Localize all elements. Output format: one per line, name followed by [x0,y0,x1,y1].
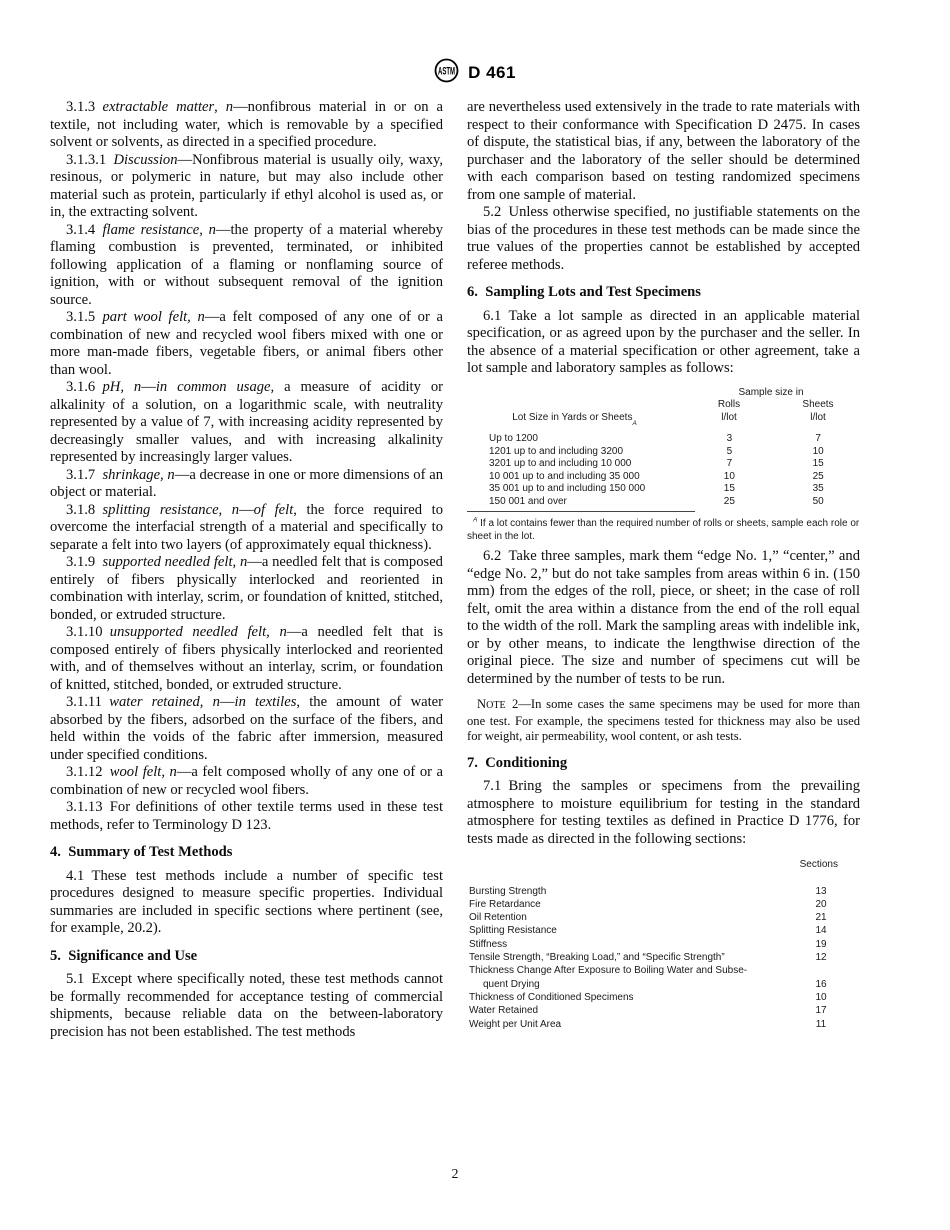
paragraph-3-1-12: 3.1.12 wool felt, n—a felt composed wholly of any one of or a combination of new or recycled wool fibers. [50,764,443,798]
paragraph-3-1-3-1: 3.1.3.1 Discussion—Nonfibrous material is usually oily, waxy, resinous, or polymeric in nature, but may also include other material such as protein, particularly if ethyl alcohol is used as, or in, the extracting solvent. [50,151,443,220]
page-number: 2 [451,1167,459,1182]
col-header-rolls-line2: l/lot [721,411,737,423]
table-row: Thickness of Conditioned Specimens 10 [469,991,827,1003]
two-column-body [50,99,860,1041]
col-header-rolls [682,399,776,424]
paragraph-3-1-4: 3.1.4 flame resistance, n—the property of a material whereby flaming combustion is prevented, terminated, or inhibited following application of a flaming or nonflaming source of ignition, with or without subsequent removal of the ignition source. [50,221,443,308]
page-footer [0,1167,910,1183]
col-header-sheets [776,399,860,424]
paragraph-3-1-3: 3.1.3 extractable matter, n—nonfibrous material in or on a textile, not including water, which is removable by a specified solvent or solvents, as directed in a specified procedure. [50,99,443,150]
table-row: 150 001 and over 25 50 [489,495,824,507]
table-row: Fire Retardance 20 [469,898,827,910]
paragraph-3-1-7: 3.1.7 shrinkage, n—a decrease in one or more dimensions of an object or material. [50,466,443,500]
table-row: Stiffness 19 [469,938,827,950]
paragraph-3-1-10: 3.1.10 unsupported needled felt, n—a needled felt that is composed entirely of fibers physically interlocked and reoriented with, and of themselves without an interlay, scrim, or foundation of knitted, stitched, bonded, or extruded structure. [50,624,443,693]
paragraph-3-1-8: 3.1.8 splitting resistance, n—of felt, the force required to overcome the interfacial strength of a material and specifically to separate a felt into two layers (of approximately equal thickness). [50,501,443,553]
col-header-sections: Sections [799,859,838,871]
doc-number: D 461 [468,63,516,82]
paragraph-5-1: 5.1 Except where specifically noted, these test methods cannot be formally recommended for acceptance testing of commercial shipments, because reliable data on the between-laboratory precision has not been established. The test methods [50,971,443,1040]
table-row: Up to 1200 3 7 [489,433,821,444]
note-2: NOTE 2—In some cases the same specimens may be used for more than one test. For example, the specimens tested for thickness may also be used for weight, air permeability, wool content, or ash tests. [467,697,860,744]
paragraph-4-1: 4.1 These test methods include a number of specific test procedures designed to measure specific properties. Individual summaries are included in specific sections where pertinent (see, for example, 20.2). [50,867,443,936]
paragraph-3-1-6: 3.1.6 pH, n—in common usage, a measure of acidity or alkalinity of a solution, on a logarithmic scale, with neutrality represented by a value of 7, with increasing acidity represented by decreasingly smaller values, and with increasing alkalinity represented by increasingly larger values. [50,379,443,465]
table-bottom-rule [467,511,695,512]
paragraph-6-2: 6.2 Take three samples, mark them “edge No. 1,” “center,” and “edge No. 2,” but do not take samples from areas within 6 in. (150 mm) from the edges of the roll, piece, or sheet; in the case of roll felt, omit the area within a distance from the end of the roll equal to the width of the roll. Mark the sampling areas with indelible ink, or by other means, to indicate the lengthwise direction of the original piece. The size and number of specimens cut will be determined by the number of tests to be run. [467,548,860,687]
table-row: Splitting Resistance 14 [469,925,827,937]
table-row: 3201 up to and including 10 000 7 15 [489,458,824,469]
paragraph-5-2: 5.2 Unless otherwise specified, no justifiable statements on the bias of the procedures in these test methods can be made since the true values of the properties cannot be established by accepted referee methods. [467,204,860,273]
astm-logo-icon [434,58,459,88]
right-column [467,99,860,1031]
table-footnote: $^A$ If a lot contains fewer than the required number of rolls or sheets, sample each role or sheet in the lot. [467,516,860,542]
table-row: Oil Retention 21 [469,912,827,924]
left-column [50,99,443,1041]
paragraph-3-1-11: 3.1.11 water retained, n—in textiles, the amount of water absorbed by the fibers, adsorbed on the surface of the fibers, and held within the voids of the fabric after immersion, measured under specified conditions. [50,694,443,763]
col-header-sheets-line2: l/lot [810,411,826,423]
paragraph-3-1-9: 3.1.9 supported needled felt, n—a needled felt that is composed entirely of fibers physically interlocked and reoriented in combination with interlay, scrim, or foundation of knitted, stitched, bonded, or extruded structure. [50,554,443,623]
table-row: Water Retained 17 [469,1005,827,1017]
col-header-rolls-line1: Rolls [717,399,741,410]
conditioning-sections-table [469,858,841,1031]
table-row: 35 001 up to and including 150 000 15 35 [489,483,824,494]
section-heading-4: 4. Summary of Test Methods [50,844,233,860]
section-heading-7: 7. Conditioning [467,754,568,771]
table-row: 10 001 up to and including 35 000 10 25 [489,470,824,482]
table-row-continuation: quent Drying 16 [483,978,827,990]
span-header-sample-size: Sample size in [738,386,804,398]
paragraph-3-1-13: 3.1.13 For definitions of other textile terms used in these test methods, refer to Terminology D 123. [50,799,443,833]
paragraph-5-1-continued: are nevertheless used extensively in the trade to rate materials with respect to their conformance with Specification D 2475. In cases of dispute, the statistical bias, if any, between the laboratory of the purchaser and the laboratory of the seller should be determined with each comparison based on testing randomized specimens from one sample of material. [467,99,860,203]
section-heading-5: 5. Significance and Use [50,947,198,964]
table-header [467,387,860,425]
sample-size-table [467,387,860,513]
table-row: Bursting Strength 13 [469,885,827,897]
paragraph-7-1: 7.1 Bring the samples or specimens from the prevailing atmosphere to moisture equilibrium for testing in the standard atmosphere for testing textiles as defined in Practice D 1776, for tests made as directed in the following sections: [467,778,860,847]
section-heading-6: 6. Sampling Lots and Test Specimens [467,284,701,300]
document-header [0,58,950,88]
col-header-lot-size: Lot Size in Yards or Sheets A [512,411,637,427]
table-row: 1201 up to and including 3200 5 10 [489,445,824,457]
col-header-sheets-line1: Sheets [802,399,834,410]
table-body [467,433,860,508]
paragraph-6-1: 6.1 Take a lot sample as directed in an applicable material specification, or as agreed upon by the purchaser and the seller. In the absence of a material specification or other agreement, take a lot sample and laboratory samples as follows: [467,307,860,376]
table-row: Weight per Unit Area 11 [469,1018,827,1030]
paragraph-3-1-5: 3.1.5 part wool felt, n—a felt composed of any one of or a combination of new and recycled wool fibers mixed with one or more man-made fibers, vegetable fibers, or animal fibers other than wool. [50,309,443,378]
svg-text:ASTM: ASTM [438,65,456,78]
table-row: Tensile Strength, “Breaking Load,” and “Specific Strength” 12 [469,952,827,964]
table-row: Thickness Change After Exposure to Boiling Water and Subse- [469,965,748,977]
